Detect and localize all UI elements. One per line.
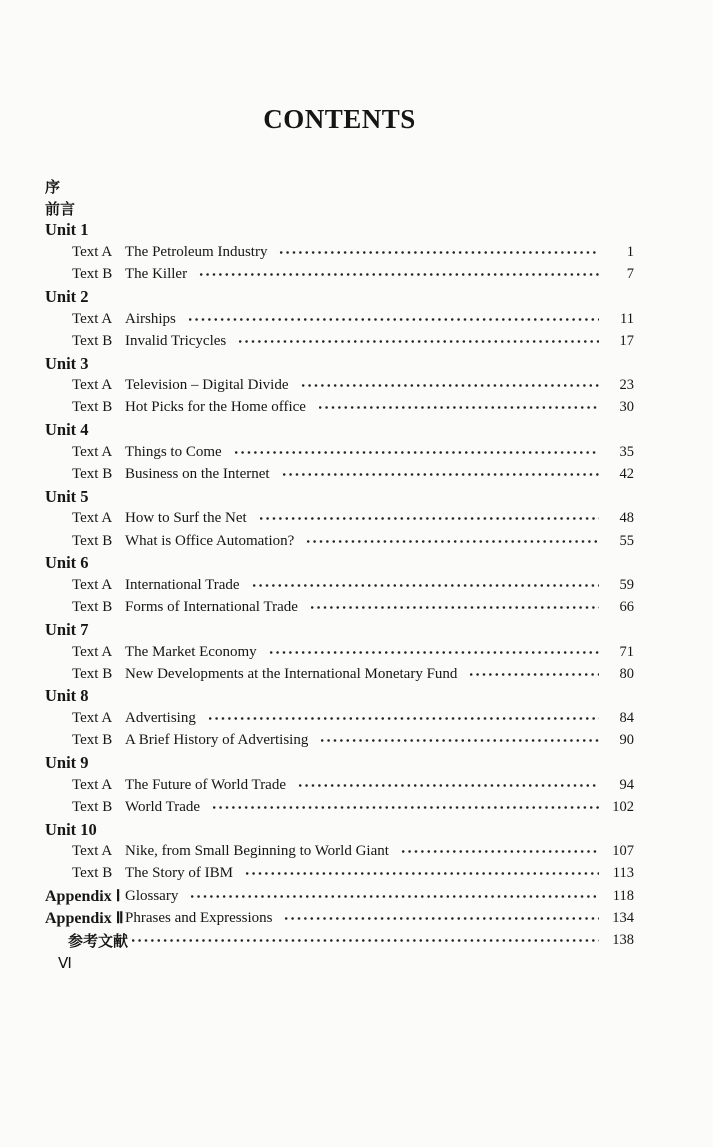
appendix-entry	[45, 885, 634, 907]
page-number: 134	[612, 909, 634, 926]
dot-leader	[303, 530, 599, 552]
dot-leader	[196, 264, 599, 286]
entry-title: The Petroleum Industry	[125, 244, 268, 261]
page-title: CONTENTS	[263, 104, 416, 134]
page-number: 102	[612, 798, 634, 815]
entry-label: Text B	[72, 732, 113, 749]
toc-entry	[45, 841, 634, 863]
unit-heading: Unit 3	[45, 353, 89, 373]
dot-leader	[315, 397, 599, 419]
toc-entry	[45, 308, 634, 330]
toc-entry	[45, 242, 634, 264]
unit-heading: Unit 4	[45, 420, 89, 440]
page-number: 90	[619, 732, 634, 749]
toc-entry	[45, 397, 634, 419]
page-number: 11	[620, 310, 634, 327]
front-matter-preface: 序	[45, 177, 61, 196]
entry-title: Nike, from Small Beginning to World Giant	[125, 843, 389, 860]
dot-leader	[128, 929, 599, 951]
toc-entry	[45, 796, 634, 818]
toc-entry	[45, 330, 634, 352]
page-number: 71	[619, 643, 634, 660]
unit-heading: Unit 2	[45, 287, 89, 307]
dot-leader	[185, 308, 599, 330]
entry-label: Text B	[72, 599, 113, 616]
unit-heading: Unit 9	[45, 752, 89, 772]
entry-label: Text A	[72, 443, 113, 460]
entry-title: The Market Economy	[125, 643, 257, 660]
page-number: 66	[619, 599, 634, 616]
dot-leader	[281, 907, 599, 929]
entry-title: New Developments at the International Monetary Fund	[125, 665, 458, 682]
entry-title: International Trade	[125, 576, 240, 593]
page-number: 1	[626, 244, 634, 261]
toc-entry	[45, 441, 634, 463]
page-number: 138	[612, 931, 634, 948]
entry-label: Text B	[72, 798, 113, 815]
dot-leader	[249, 574, 599, 596]
entry-label: Text A	[72, 776, 113, 793]
entry-title: The Story of IBM	[125, 865, 233, 882]
dot-leader	[256, 508, 599, 530]
entry-label: Text A	[72, 643, 113, 660]
entry-label: Text B	[72, 332, 113, 349]
page-number: 107	[612, 843, 634, 860]
entry-label: Text B	[72, 865, 113, 882]
entry-label: Text A	[72, 576, 113, 593]
page-number: 30	[619, 399, 634, 416]
dot-leader	[235, 330, 599, 352]
page-number: 118	[612, 887, 634, 904]
entry-title: Glossary	[125, 887, 179, 904]
dot-leader	[398, 841, 599, 863]
entry-title: Forms of International Trade	[125, 599, 298, 616]
entry-label: Text A	[72, 510, 113, 527]
toc-entry	[45, 663, 634, 685]
appendix-label: Appendix Ⅰ	[45, 888, 121, 906]
entry-label: Text B	[72, 399, 113, 416]
entry-label: Text A	[72, 843, 113, 860]
page-number: 7	[626, 266, 634, 283]
toc-entry	[45, 264, 634, 286]
page-number: 48	[619, 510, 634, 527]
entry-label: Text A	[72, 310, 113, 327]
entry-title: Things to Come	[125, 443, 222, 460]
unit-heading: Unit 8	[45, 686, 89, 706]
page-number: 17	[619, 332, 634, 349]
entry-title: How to Surf the Net	[125, 510, 247, 527]
entry-label: Text B	[72, 532, 113, 549]
entry-title: Airships	[125, 310, 176, 327]
page-number: 94	[619, 776, 634, 793]
unit-heading: Unit 1	[45, 220, 89, 240]
dot-leader	[242, 863, 599, 885]
entry-label: Text B	[72, 466, 113, 483]
page-number: 113	[612, 865, 634, 882]
toc-entry	[45, 730, 634, 752]
dot-leader	[466, 663, 599, 685]
entry-title: Business on the Internet	[125, 466, 270, 483]
dot-leader	[209, 796, 599, 818]
dot-leader	[298, 375, 599, 397]
page-number: 55	[619, 532, 634, 549]
entry-label: Text B	[72, 266, 113, 283]
toc-entry	[45, 708, 634, 730]
entry-title: World Trade	[125, 798, 201, 815]
entry-label: Text A	[72, 244, 113, 261]
page-number: 59	[619, 576, 634, 593]
entry-label: Text A	[72, 710, 113, 727]
dot-leader	[295, 774, 599, 796]
dot-leader	[279, 463, 599, 485]
entry-title: The Killer	[125, 266, 188, 283]
toc-entry	[45, 863, 634, 885]
entry-label: Text A	[72, 377, 113, 394]
toc-entry	[45, 641, 634, 663]
unit-heading: Unit 7	[45, 619, 89, 639]
entry-title: The Future of World Trade	[125, 776, 287, 793]
references-title: 参考文献	[68, 931, 129, 950]
entry-title: Hot Picks for the Home office	[125, 399, 306, 416]
dot-leader	[231, 441, 599, 463]
dot-leader	[187, 885, 599, 907]
unit-heading: Unit 10	[45, 819, 97, 839]
dot-leader	[276, 242, 599, 264]
entry-title: Phrases and Expressions	[125, 909, 273, 926]
unit-heading: Unit 5	[45, 486, 89, 506]
dot-leader	[317, 730, 599, 752]
front-matter-foreword: 前言	[45, 199, 76, 218]
entry-label: Text B	[72, 665, 113, 682]
toc-entry	[45, 574, 634, 596]
dot-leader	[307, 597, 599, 619]
entry-title: Invalid Tricycles	[125, 332, 227, 349]
page-number: 42	[619, 466, 634, 483]
toc-entry	[45, 530, 634, 552]
page-number: 84	[619, 710, 634, 727]
toc-entry	[45, 597, 634, 619]
unit-heading: Unit 6	[45, 553, 89, 573]
dot-leader	[205, 708, 599, 730]
appendix-entry	[45, 907, 634, 929]
entry-title: What is Office Automation?	[125, 532, 295, 549]
folio-page-number: Ⅵ	[58, 956, 72, 973]
toc-entry	[45, 774, 634, 796]
entry-title: Advertising	[125, 710, 196, 727]
page-number: 35	[619, 443, 634, 460]
toc-entry	[45, 375, 634, 397]
entry-title: A Brief History of Advertising	[125, 732, 309, 749]
page-number: 80	[619, 665, 634, 682]
entry-title: Television – Digital Divide	[125, 377, 289, 394]
toc-entry	[45, 463, 634, 485]
page-number: 23	[619, 377, 634, 394]
dot-leader	[266, 641, 599, 663]
appendix-label: Appendix Ⅱ	[45, 910, 124, 928]
toc-entry	[45, 508, 634, 530]
references-entry	[45, 929, 634, 951]
table-of-contents	[45, 175, 634, 952]
